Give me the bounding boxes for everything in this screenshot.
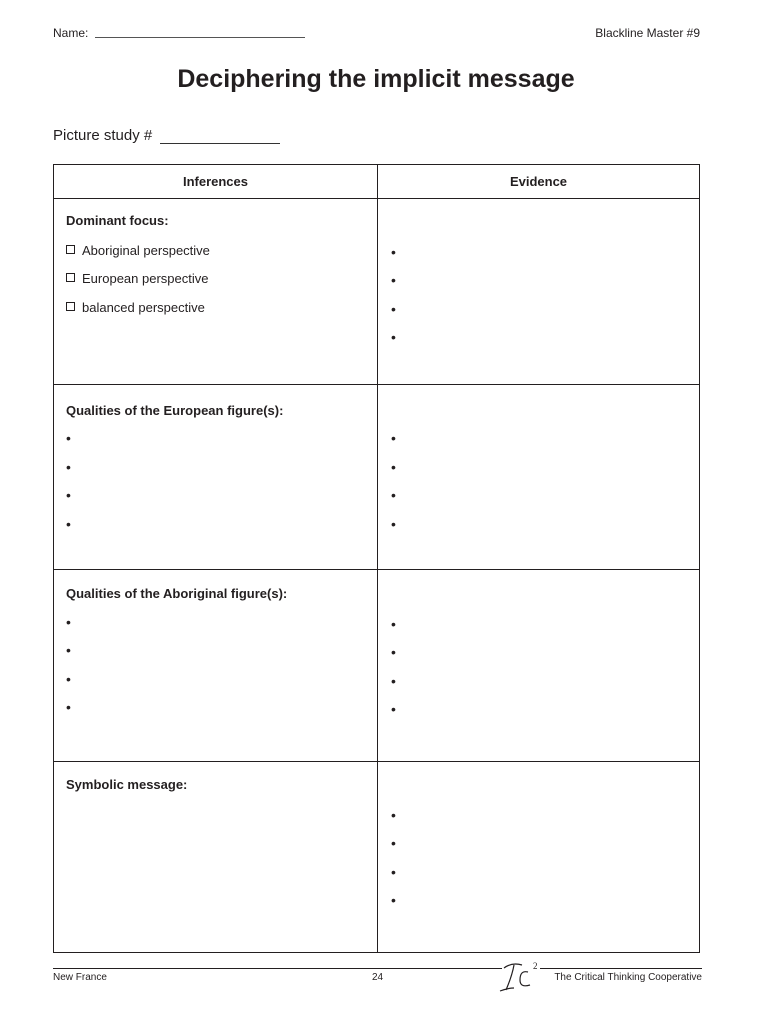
footer-publisher: The Critical Thinking Cooperative: [554, 972, 702, 983]
svg-text:2: 2: [533, 961, 538, 971]
evidence-bullet: •: [391, 644, 396, 660]
tc2-logo-icon: [498, 958, 542, 994]
evidence-bullet: •: [391, 616, 396, 632]
european-qualities-title: Qualities of the European figure(s):: [66, 403, 284, 418]
evidence-bullet: •: [391, 864, 396, 880]
page-number: 24: [372, 972, 384, 983]
evidence-bullet: •: [391, 272, 396, 288]
symbolic-message-title: Symbolic message:: [66, 777, 188, 792]
picture-study-field-line[interactable]: [160, 143, 280, 144]
evidence-bullet: •: [391, 244, 396, 260]
inference-bullet: •: [66, 614, 71, 630]
option-aboriginal[interactable]: [66, 243, 210, 258]
evidence-header: Evidence: [509, 174, 568, 189]
option-balanced[interactable]: [66, 300, 205, 315]
evidence-bullet: •: [391, 487, 396, 503]
evidence-bullet: •: [391, 301, 396, 317]
checkbox[interactable]: [66, 302, 75, 311]
evidence-bullet: •: [391, 329, 396, 345]
evidence-bullet: •: [391, 673, 396, 689]
evidence-bullet: •: [391, 807, 396, 823]
option-label: balanced perspective: [82, 300, 205, 315]
inference-evidence-table: [53, 164, 700, 953]
option-label: European perspective: [82, 271, 209, 286]
evidence-bullet: •: [391, 430, 396, 446]
picture-study-label: Picture study #: [53, 127, 153, 144]
row-divider: [54, 384, 699, 385]
inference-bullet: •: [66, 516, 71, 532]
checkbox[interactable]: [66, 273, 75, 282]
name-label: Name:: [53, 26, 89, 40]
row-divider: [54, 569, 699, 570]
inference-bullet: •: [66, 671, 71, 687]
blackline-master-label: Blackline Master #9: [595, 26, 700, 40]
inference-bullet: •: [66, 487, 71, 503]
inference-bullet: •: [66, 699, 71, 715]
footer-rule: [540, 968, 702, 969]
evidence-bullet: •: [391, 892, 396, 908]
inference-bullet: •: [66, 430, 71, 446]
footer-unit-name: New France: [53, 972, 107, 983]
footer-rule: [53, 968, 502, 969]
inference-bullet: •: [66, 459, 71, 475]
evidence-bullet: •: [391, 701, 396, 717]
name-field-line[interactable]: [95, 37, 305, 38]
aboriginal-qualities-title: Qualities of the Aboriginal figure(s):: [66, 586, 288, 601]
page-title: Deciphering the implicit message: [177, 65, 575, 93]
evidence-bullet: •: [391, 835, 396, 851]
evidence-bullet: •: [391, 516, 396, 532]
inference-bullet: •: [66, 642, 71, 658]
dominant-focus-title: Dominant focus:: [66, 213, 169, 228]
option-european[interactable]: [66, 271, 208, 286]
header-divider: [54, 198, 699, 199]
inferences-header: Inferences: [182, 174, 249, 189]
evidence-bullet: •: [391, 459, 396, 475]
row-divider: [54, 761, 699, 762]
column-divider: [377, 165, 378, 952]
checkbox[interactable]: [66, 245, 75, 254]
option-label: Aboriginal perspective: [82, 243, 210, 258]
